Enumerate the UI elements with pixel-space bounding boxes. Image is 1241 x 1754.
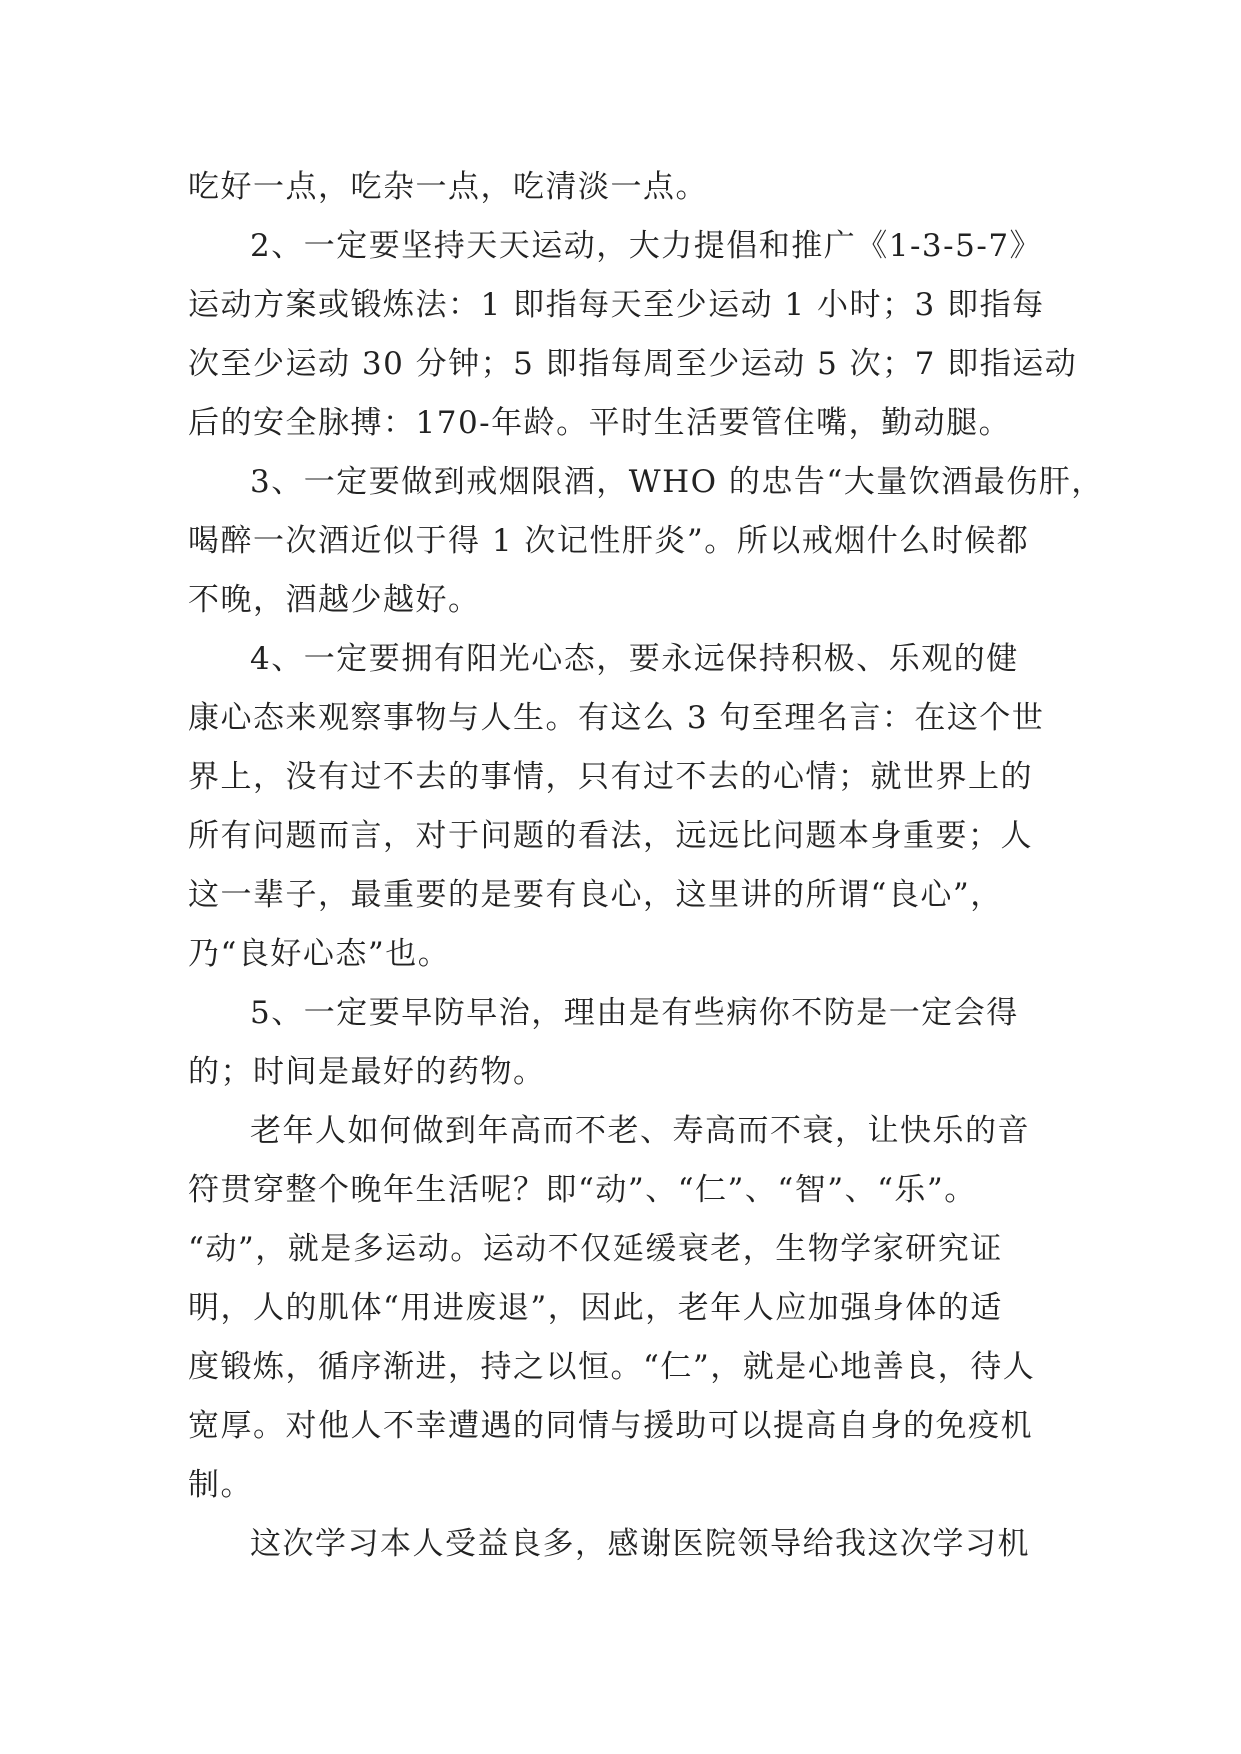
text-line: “动”，就是多运动。运动不仅延缓衰老，生物学家研究证 [188, 1231, 1003, 1267]
text-line: 这一辈子，最重要的是要有良心，这里讲的所谓“良心”， [188, 877, 1003, 913]
text-line: 的；时间是最好的药物。 [188, 1054, 546, 1090]
text-line: 吃好一点，吃杂一点，吃清淡一点。 [188, 169, 708, 205]
paragraph-start-item-4: 4、一定要拥有阳光心态，要永远保持积极、乐观的健 [250, 641, 1019, 677]
text-line: 康心态来观察事物与人生。有这么 3 句至理名言：在这个世 [188, 700, 1045, 736]
body-text [188, 158, 1104, 1574]
paragraph-start-conclusion: 这次学习本人受益良多，感谢医院领导给我这次学习机 [250, 1526, 1030, 1562]
text-line: 不晚，酒越少越好。 [188, 582, 481, 618]
text-line: 明，人的肌体“用进废退”，因此，老年人应加强身体的适 [188, 1290, 1003, 1326]
text-line: 宽厚。对他人不幸遭遇的同情与援助可以提高自身的免疫机 [188, 1408, 1033, 1444]
paragraph-start-item-5: 5、一定要早防早治，理由是有些病你不防是一定会得 [250, 995, 1019, 1031]
text-line: 度锻炼，循序渐进，持之以恒。“仁”，就是心地善良，待人 [188, 1349, 1036, 1385]
text-line: 乃“良好心态”也。 [188, 936, 451, 972]
paragraph-start-item-2: 2、一定要坚持天天运动，大力提倡和推广《1-3-5-7》 [250, 228, 1043, 264]
text-line: 制。 [188, 1467, 253, 1503]
text-line: 所有问题而言，对于问题的看法，远远比问题本身重要；人 [188, 818, 1033, 854]
text-line: 喝醉一次酒近似于得 1 次记性肝炎”。所以戒烟什么时候都 [188, 523, 1030, 559]
text-line: 次至少运动 30 分钟；5 即指每周至少运动 5 次；7 即指运动 [188, 346, 1078, 382]
text-line: 符贯穿整个晚年生活呢？即“动”、“仁”、“智”、“乐”。 [188, 1172, 977, 1208]
text-line: 界上，没有过不去的事情，只有过不去的心情；就世界上的 [188, 759, 1033, 795]
paragraph-start-elderly: 老年人如何做到年高而不老、寿高而不衰，让快乐的音 [250, 1113, 1030, 1149]
text-line: 运动方案或锻炼法：1 即指每天至少运动 1 小时；3 即指每 [188, 287, 1045, 323]
text-line: 后的安全脉搏：170-年龄。平时生活要管住嘴，勤动腿。 [188, 405, 1012, 441]
paragraph-start-item-3: 3、一定要做到戒烟限酒，WHO 的忠告“大量饮酒最伤肝， [250, 464, 1104, 500]
